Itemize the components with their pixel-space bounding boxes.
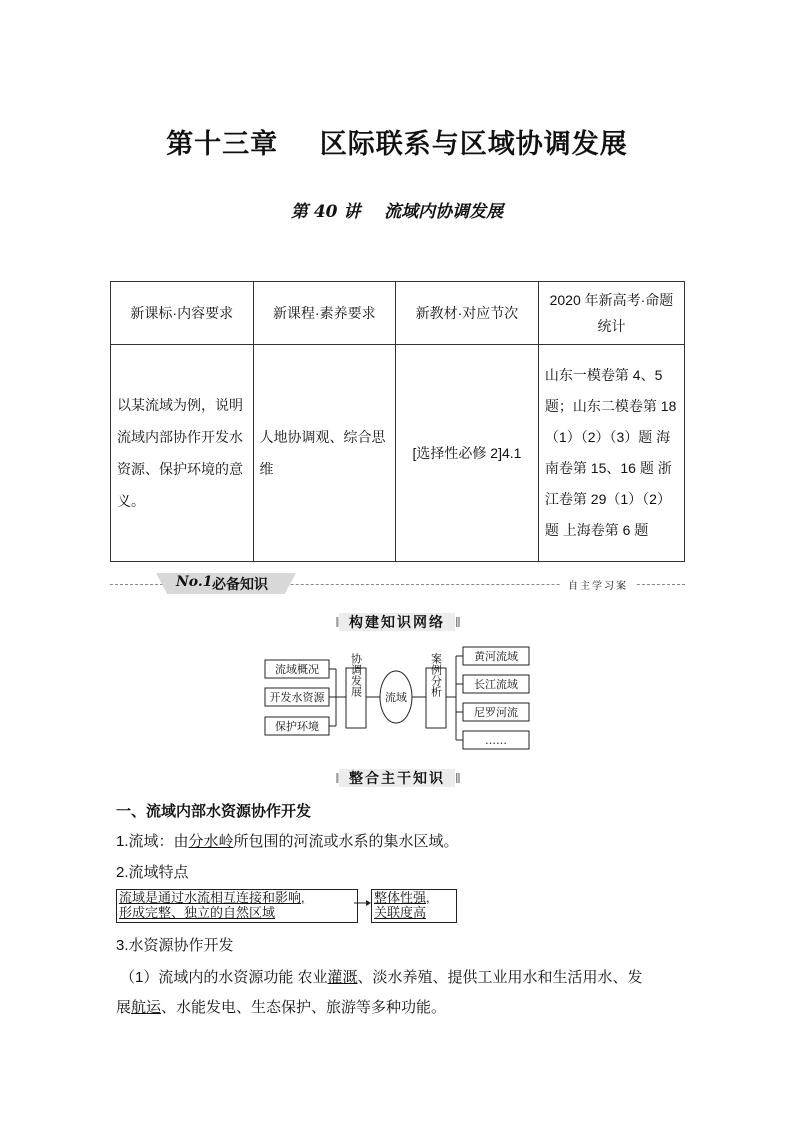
item3-heading: 3.水资源协作开发 <box>116 937 234 954</box>
para-underlined: 航运 <box>131 999 162 1016</box>
table-header-cell: 新课标·内容要求 <box>111 282 254 345</box>
chapter-name: 区际联系与区域协调发展 <box>319 129 628 160</box>
para-text: 展 <box>116 999 132 1016</box>
para-text: 、淡水养殖、提供工业用水和生活用水、发 <box>357 969 643 986</box>
feature-box-line: 流域是通过水流相互连接和影响, <box>119 890 305 905</box>
para-text: 、水能发电、生态保护、旅游等多种功能。 <box>161 999 447 1016</box>
result-box <box>371 889 457 923</box>
network-middle-left-label: 协调发展 <box>349 653 363 697</box>
banner-number: No.1 <box>176 574 213 590</box>
feature-box <box>116 889 358 923</box>
network-right-item: 长江流域 <box>474 678 518 691</box>
integrate-heading: ‖ 整合主干知识 ‖ <box>335 770 459 786</box>
lesson-name: 流域内协调发展 <box>384 202 504 222</box>
table-cell-textbook-section: [选择性必修 2]4.1 <box>396 345 539 562</box>
arrow-right-icon <box>354 897 371 909</box>
feature-box-line: 形成完整、独立的自然区域 <box>119 905 276 920</box>
network-center-label: 流域 <box>385 691 407 704</box>
banner-right-label: 自主学习案 <box>560 577 636 592</box>
chapter-number: 第十三章 <box>166 129 279 160</box>
network-right-item: …… <box>485 734 507 747</box>
network-left-item: 保护环境 <box>275 720 319 733</box>
table-cell-literacy-requirement: 人地协调观、综合思维 <box>253 345 396 562</box>
para-text: （1）流域内的水资源功能 农业 <box>120 969 328 986</box>
requirements-table <box>110 281 685 562</box>
para2-line <box>116 996 446 1017</box>
network-left-item: 开发水资源 <box>269 691 325 704</box>
table-row <box>111 345 685 562</box>
network-right-item: 尼罗河流 <box>474 706 518 719</box>
item1-paragraph <box>116 830 459 851</box>
network-heading-text: 构建知识网络 <box>339 613 455 631</box>
network-middle-right-label: 案例分析 <box>429 653 443 697</box>
network-right-item: 黄河流域 <box>474 650 518 663</box>
item1-prefix: 1.流域：由 <box>116 833 189 850</box>
lesson-title <box>0 197 794 222</box>
table-header-row <box>111 282 685 345</box>
para-underlined: 灌溉 <box>327 969 358 986</box>
knowledge-network-diagram <box>260 643 535 753</box>
banner-label: 必备知识 <box>212 576 268 592</box>
chapter-title <box>0 122 794 161</box>
item1-underlined: 分水岭 <box>188 833 234 850</box>
table-header-cell: 新课程·素养要求 <box>253 282 396 345</box>
table-header-cell: 2020 年新高考·命题统计 <box>538 282 684 345</box>
para1-line <box>120 966 643 987</box>
table-header-cell: 新教材·对应节次 <box>396 282 539 345</box>
item2-heading: 2.流域特点 <box>116 864 189 881</box>
table-cell-content-requirement: 以某流域为例，说明流域内部协作开发水资源、保护环境的意义。 <box>111 345 254 562</box>
integrate-heading-text: 整合主干知识 <box>339 769 455 787</box>
result-box-line: 整体性强, <box>374 890 430 905</box>
network-left-item: 流域概况 <box>275 663 319 676</box>
section-heading: 一、流域内部水资源协作开发 <box>116 803 312 820</box>
item1-suffix: 所包围的河流或水系的集水区域。 <box>233 833 459 850</box>
lesson-number: 第 40 讲 <box>290 202 361 222</box>
table-cell-exam-statistics: 山东一模卷第 4、5 题；山东二模卷第 18（1）（2）（3）题 海南卷第 15、16 题 浙江卷第 29（1）（2）题 上海卷第 6 题 <box>538 345 684 562</box>
network-heading: ‖ 构建知识网络 ‖ <box>335 614 459 630</box>
result-box-line: 关联度高 <box>374 905 427 920</box>
